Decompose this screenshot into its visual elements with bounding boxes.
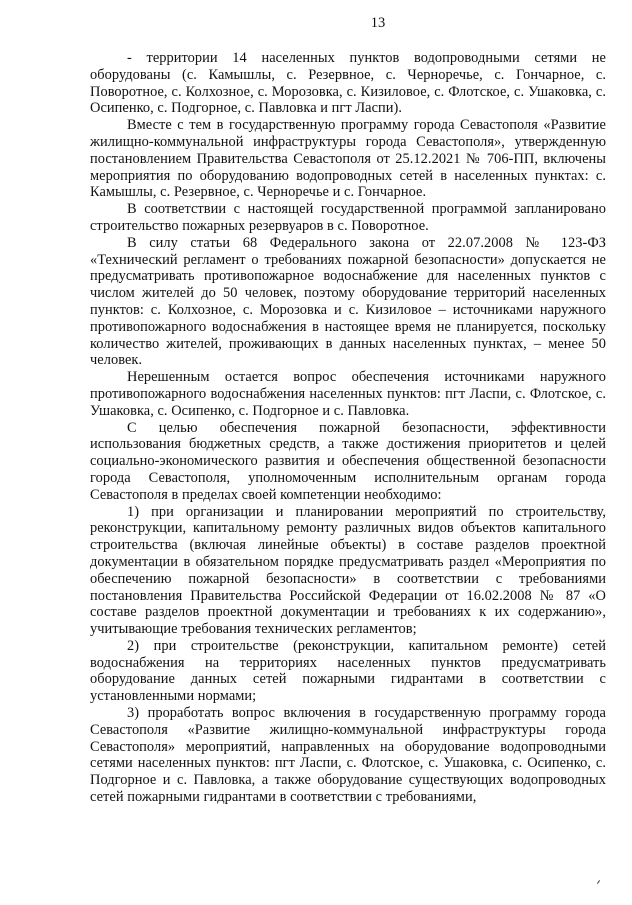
paragraph-item-3: 3) проработать вопрос включения в государственную программу города Севастополя «Развитие жилищно-коммунальной инфраструктуры города Севастополя» мероприятий, направленных на оборудование водопроводными сетями населенных пунктов: пгт Ласпи, с. Флотское, с. Ушаковка, с. Осипенко, с. Подгорное и с. Павловка, а также оборудование существующих водопроводных сетей пожарными гидрантами в соответствии с требованиями, <box>90 705 606 806</box>
paragraph-territories-without-water: - территории 14 населенных пунктов водопроводными сетями не оборудованы (с. Камышлы, с. Резервное, с. Черноречье, с. Гончарное, с. Поворотное, с. Колхозное, с. Морозовка, с. Кизиловое, с. Флотское, с. Ушаковка, с. Осипенко, с. Подгорное, с. Павловка и пгт Ласпи). <box>90 50 606 117</box>
paragraph-federal-law: В силу статьи 68 Федерального закона от 22.07.2008 № 123-ФЗ «Технический регламент о требованиях пожарной безопасности» допускается не предусматривать противопожарное водоснабжение для населенных пунктов с числом жителей до 50 человек, поэтому оборудование территорий населенных пунктов: с. Колхозное, с. Морозовка и с. Кизиловое – источниками наружного противопожарного водоснабжения в настоящее время не планируется, поскольку количество жителей, проживающих в данных населенных пунктах, – менее 50 человек. <box>90 234 606 369</box>
paragraph-fire-reservoirs: В соответствии с настоящей государственной программой запланировано строительство пожарных резервуаров в с. Поворотное. <box>90 201 606 234</box>
page-number: 13 <box>370 15 386 31</box>
paragraph-purpose: С целью обеспечения пожарной безопасности, эффективности использования бюджетных средств, а также достижения приоритетов и целей социально-экономического развития и обеспечения общественной безопасности города Севастополя, уполномоченным исполнительным органам города Севастополя в пределах своей компетенции необходимо: <box>90 419 606 503</box>
paragraph-state-program: Вместе с тем в государственную программу города Севастополя «Развитие жилищно-коммунальной инфраструктуры города Севастополя», утвержденную постановлением Правительства Севастополя от 25.12.2021 № 706-ПП, включены мероприятия по оборудованию водопроводных сетей в населенных пунктах: с. Камышлы, с. Резервное, с. Черноречье и с. Гончарное. <box>90 117 606 201</box>
paragraph-item-1: 1) при организации и планировании мероприятий по строительству, реконструкции, капитальному ремонту различных видов объектов капитального строительства (включая линейные объекты) в составе разделов проектной документации в обязательном порядке предусматривать раздел «Мероприятия по обеспечению пожарной безопасности» в соответствии с требованиями постановления Правительства Российской Федерации от 16.02.2008 № 87 «О составе разделов проектной документации и требованиях к их содержанию», учитывающие требования технических регламентов; <box>90 503 606 638</box>
scan-mark <box>597 880 600 884</box>
paragraph-item-2: 2) при строительстве (реконструкции, капитальном ремонте) сетей водоснабжения на территориях населенных пунктов предусматривать оборудование данных сетей пожарными гидрантами в соответствии с установленными нормами; <box>90 637 606 705</box>
paragraph-unresolved-issue: Нерешенным остается вопрос обеспечения источниками наружного противопожарного водоснабжения населенных пунктов: пгт Ласпи, с. Флотское, с. Ушаковка, с. Осипенко, с. Подгорное и с. Павловка. <box>90 369 606 419</box>
